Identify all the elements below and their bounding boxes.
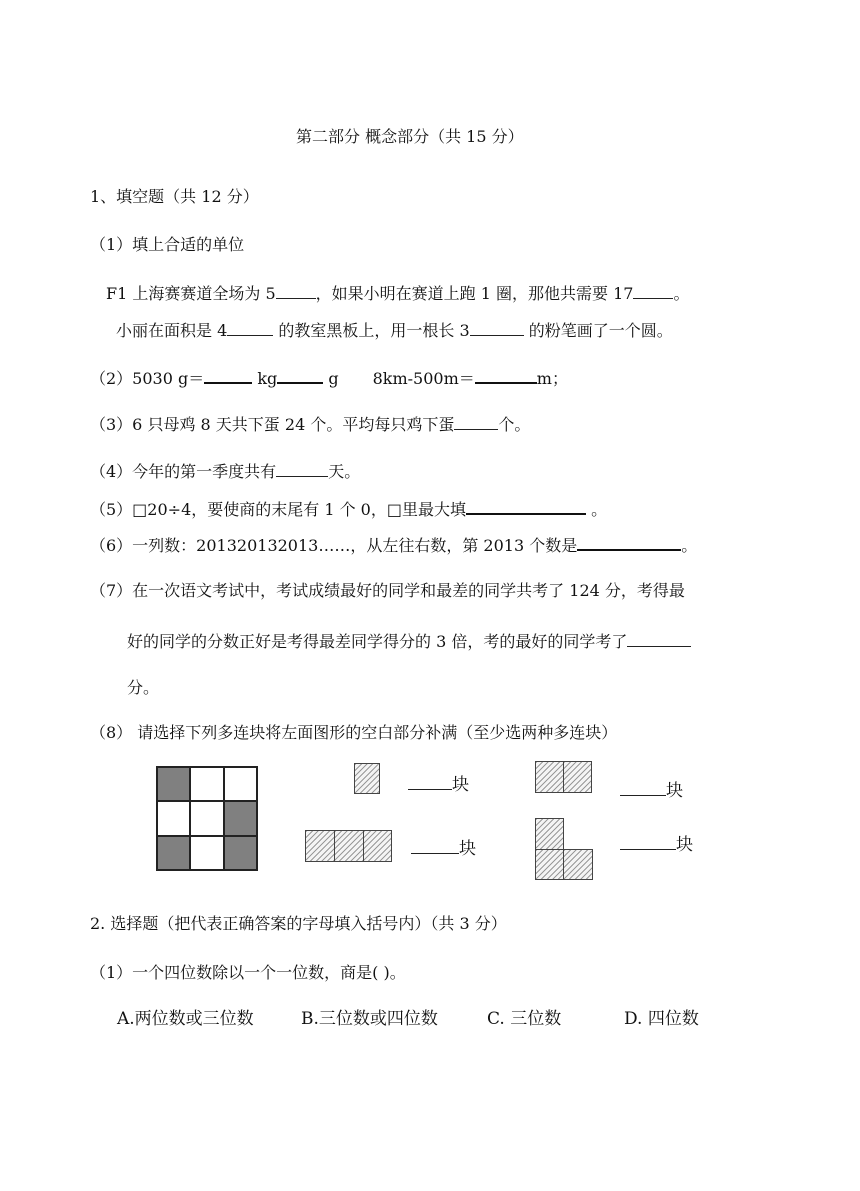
domino-cell bbox=[563, 761, 592, 793]
q1-line1-text-c: 。 bbox=[673, 284, 690, 303]
grid-cell-filled bbox=[157, 767, 190, 801]
q2-text-a: （2）5030 g＝ bbox=[90, 369, 205, 388]
section1-heading: 1、填空题（共 12 分） bbox=[90, 187, 259, 206]
blank[interactable] bbox=[411, 837, 459, 854]
s2-q1-option-d[interactable]: D. 四位数 bbox=[624, 1009, 699, 1029]
q1-line2-text-a: 小丽在面积是 4 bbox=[116, 321, 228, 340]
q1-label: （1）填上合适的单位 bbox=[90, 235, 245, 254]
blank[interactable] bbox=[577, 533, 681, 551]
s2-q1-option-a[interactable]: A.两位数或三位数 bbox=[117, 1009, 254, 1029]
q6-text-b: 。 bbox=[681, 536, 698, 555]
q1-line2-text-b: 的教室黑板上，用一根长 3 bbox=[273, 321, 470, 340]
tromino-cell bbox=[334, 830, 364, 862]
blank[interactable] bbox=[277, 366, 323, 384]
blank[interactable] bbox=[620, 833, 676, 850]
tromino-cell bbox=[563, 849, 593, 880]
grid-cell-empty bbox=[224, 767, 257, 801]
q2-text-d: 8km-500m＝ bbox=[372, 369, 475, 388]
q3 bbox=[90, 413, 530, 436]
q6 bbox=[90, 533, 697, 557]
q2-text-b: kg bbox=[252, 369, 278, 388]
tromino-cell bbox=[535, 849, 564, 880]
blank[interactable] bbox=[454, 413, 498, 430]
blank[interactable] bbox=[466, 497, 586, 515]
tromino-cell bbox=[363, 830, 392, 862]
q1-line2 bbox=[116, 319, 673, 342]
monomino-answer bbox=[408, 770, 469, 795]
q1-line1-text-a: F1 上海赛赛道全场为 5 bbox=[106, 284, 276, 303]
blank[interactable] bbox=[204, 366, 252, 384]
target-grid bbox=[156, 766, 258, 871]
tromino-l-answer bbox=[620, 830, 693, 855]
grid-cell-filled bbox=[224, 801, 257, 835]
grid-cell-filled bbox=[157, 836, 190, 870]
grid-cell-empty bbox=[190, 767, 223, 801]
tromino-l-piece[interactable] bbox=[535, 818, 593, 880]
q2-text-c: g bbox=[323, 369, 339, 388]
s2-q1-stem: （1）一个四位数除以一个一位数，商是( )。 bbox=[90, 963, 406, 982]
blank[interactable] bbox=[227, 319, 273, 336]
unit-label: 块 bbox=[459, 839, 476, 859]
domino-piece[interactable] bbox=[535, 761, 592, 793]
q3-text-b: 个。 bbox=[498, 415, 531, 434]
q7-line3: 分。 bbox=[127, 678, 160, 697]
blank[interactable] bbox=[276, 460, 328, 477]
monomino-piece[interactable] bbox=[354, 763, 380, 794]
unit-label: 块 bbox=[452, 775, 469, 795]
tromino-cell bbox=[305, 830, 335, 862]
q5-text-b: 。 bbox=[585, 500, 608, 519]
q7-line2-text: 好的同学的分数正好是考得最差同学得分的 3 倍，考的最好的同学考了 bbox=[127, 632, 628, 651]
blank[interactable] bbox=[475, 366, 537, 384]
unit-label: 块 bbox=[666, 781, 683, 801]
tromino-straight-answer bbox=[411, 834, 476, 859]
blank[interactable] bbox=[276, 282, 316, 299]
blank[interactable] bbox=[470, 319, 524, 336]
q1-line1 bbox=[106, 282, 689, 305]
unit-label: 块 bbox=[676, 835, 693, 855]
page-title: 第二部分 概念部分（共 15 分） bbox=[296, 127, 524, 146]
q7-line1: （7）在一次语文考试中，考试成绩最好的同学和最差的同学共考了 124 分，考得最 bbox=[90, 581, 685, 600]
domino-cell bbox=[535, 761, 564, 793]
q1-line2-text-c: 的粉笔画了一个圆。 bbox=[523, 321, 673, 340]
s2-q1-option-c[interactable]: C. 三位数 bbox=[487, 1009, 562, 1029]
q6-text-a: （6）一列数：201320132013……，从左往右数，第 2013 个数是 bbox=[90, 536, 578, 555]
s2-q1-option-b[interactable]: B.三位数或四位数 bbox=[301, 1009, 438, 1029]
blank[interactable] bbox=[627, 630, 691, 647]
q7-line2 bbox=[127, 630, 691, 653]
q5-text-a: （5）□20÷4，要使商的末尾有 1 个 0，□里最大填 bbox=[90, 500, 466, 519]
q3-text-a: （3）6 只母鸡 8 天共下蛋 24 个。平均每只鸡下蛋 bbox=[90, 415, 455, 434]
grid-cell-empty bbox=[157, 801, 190, 835]
blank[interactable] bbox=[633, 282, 673, 299]
tromino-straight-piece[interactable] bbox=[305, 830, 392, 862]
domino-answer bbox=[620, 776, 683, 801]
q4-text-b: 天。 bbox=[328, 462, 361, 481]
q1-line1-text-b: ，如果小明在赛道上跑 1 圈，那他共需要 17 bbox=[315, 284, 634, 303]
q2 bbox=[90, 366, 568, 390]
blank[interactable] bbox=[408, 773, 452, 790]
grid-cell-filled bbox=[224, 836, 257, 870]
tromino-cell bbox=[535, 818, 564, 850]
q4 bbox=[90, 460, 360, 483]
q4-text-a: （4）今年的第一季度共有 bbox=[90, 462, 277, 481]
blank[interactable] bbox=[620, 779, 666, 796]
section2-heading: 2. 选择题（把代表正确答案的字母填入括号内）（共 3 分） bbox=[90, 914, 507, 933]
grid-cell-empty bbox=[190, 836, 223, 870]
grid-cell-empty bbox=[190, 801, 223, 835]
q8-label: （8） 请选择下列多连块将左面图形的空白部分补满（至少选两种多连块） bbox=[90, 723, 618, 742]
q5 bbox=[90, 497, 607, 521]
q2-text-e: m； bbox=[536, 369, 568, 388]
